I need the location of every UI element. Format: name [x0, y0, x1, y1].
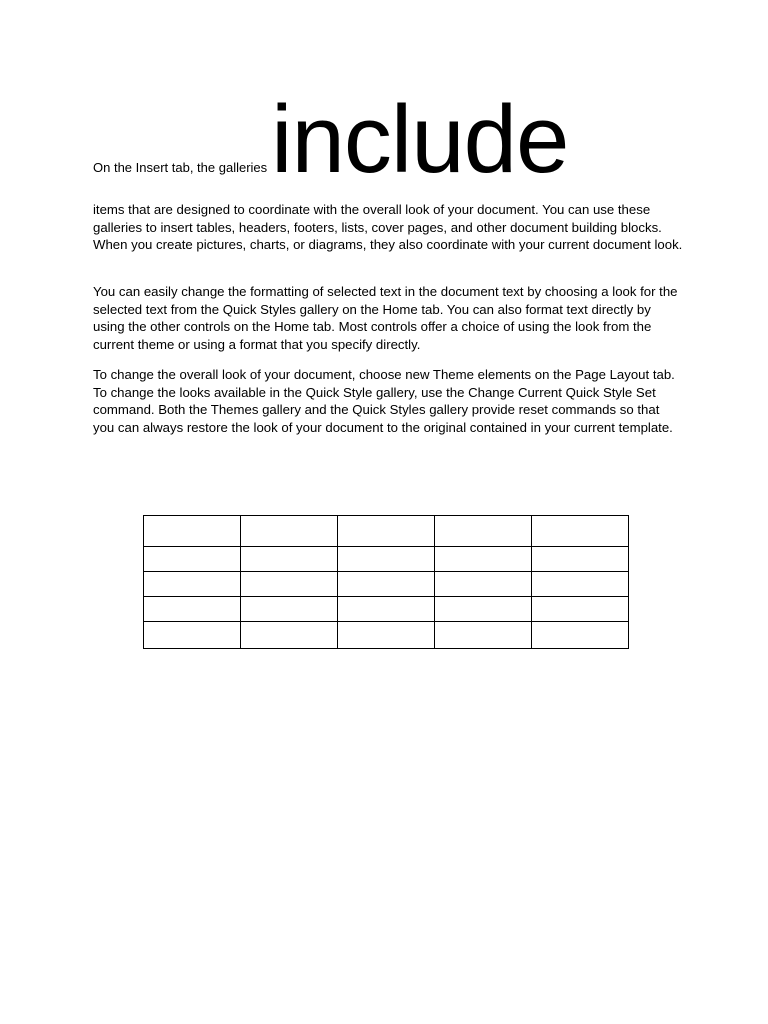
table-cell [241, 597, 338, 622]
table-cell [144, 516, 241, 547]
table-cell [338, 597, 435, 622]
table-cell [532, 622, 629, 649]
empty-table [143, 515, 629, 649]
table-cell [241, 572, 338, 597]
table-cell [338, 547, 435, 572]
paragraph-2: You can easily change the formatting of selected text in the document text by choosing a look for the selected text from the Quick Styles gallery on the Home tab. You can also format text directly by using the other controls on the Home tab. Most controls offer a choice of using the look from the current theme or using a format that you specify directly. [93, 284, 678, 353]
table-cell [241, 622, 338, 649]
table-cell [435, 597, 532, 622]
table-cell [144, 547, 241, 572]
table-cell [144, 622, 241, 649]
table-cell [144, 572, 241, 597]
table-cell [338, 622, 435, 649]
table-cell [435, 516, 532, 547]
paragraph-1: items that are designed to coordinate with the overall look of your document. You can use these galleries to insert tables, headers, footers, lists, cover pages, and other document building blocks. When you create pictures, charts, or diagrams, they also coordinate with your current document look. [93, 202, 683, 253]
table-cell [435, 572, 532, 597]
table-cell [435, 622, 532, 649]
lead-text: On the Insert tab, the galleries [93, 160, 268, 175]
paragraph-3: To change the overall look of your document, choose new Theme elements on the Page Layout tab. To change the looks available in the Quick Style gallery, use the Change Current Quick Style Set command. Both the Themes gallery and the Quick Styles gallery provide reset commands so that you can always restore the look of your document to the original contained in your current template. [93, 367, 675, 436]
table-cell [144, 597, 241, 622]
table-row [144, 597, 629, 622]
first-line [93, 86, 569, 193]
table-row [144, 516, 629, 547]
table-cell [338, 516, 435, 547]
table-cell [532, 547, 629, 572]
table-row [144, 622, 629, 649]
table-cell [532, 572, 629, 597]
table-cell [532, 597, 629, 622]
table-cell [241, 516, 338, 547]
table-cell [338, 572, 435, 597]
lead-emphasis-word: include [271, 86, 569, 193]
table-cell [532, 516, 629, 547]
table-row [144, 572, 629, 597]
table-row [144, 547, 629, 572]
table-cell [435, 547, 532, 572]
table-cell [241, 547, 338, 572]
